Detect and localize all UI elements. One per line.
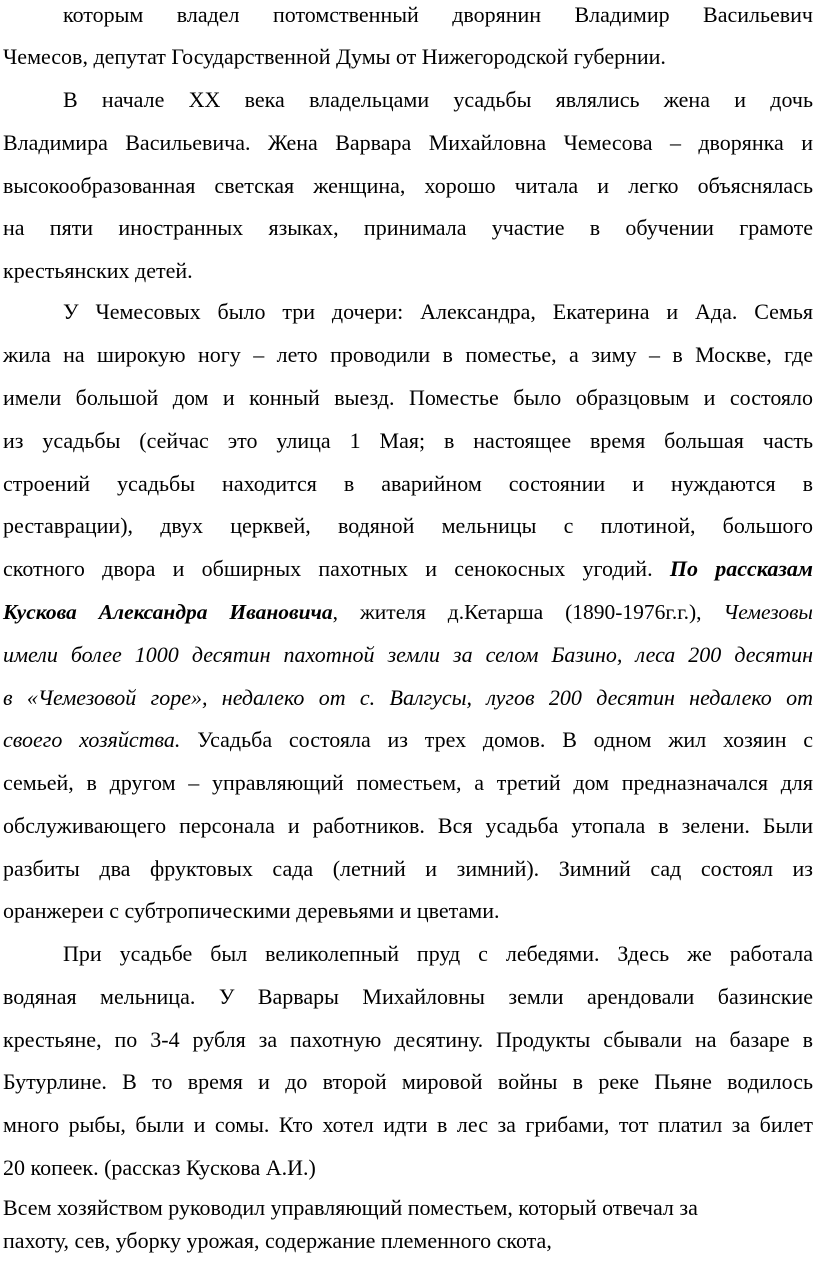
text-line: 20 копеек. (рассказ Кускова А.И.) [3,1155,316,1180]
quote-line-italic: имели более 1000 десятин пахотной земли за селом Базино, леса 200 десятин [3,642,813,667]
text-line: Владимира Васильевича. Жена Варвара Михайловна Чемесова – дворянка и [3,130,813,155]
text-line [3,726,813,754]
text-line: пахоту, сев, уборку урожая, содержание племенного скота, [3,1228,552,1253]
text-line: строений усадьбы находится в аварийном состоянии и нуждаются в [3,471,813,496]
text-line: крестьянских детей. [3,258,193,283]
text-line: реставрации), двух церквей, водяной мельницы с плотиной, большого [3,513,813,538]
text-line: обслуживающего персонала и работников. Вся усадьба утопала в зелени. Были [3,813,813,838]
source-reference-bold-italic: По рассказам [669,556,813,581]
text-line: водяная мельница. У Варвары Михайловны земли арендовали базинские [3,984,813,1009]
text-line: У Чемесовых было три дочери: Александра, Екатерина и Ада. Семья [63,299,813,324]
text-segment: скотного двора и обширных пахотных и сенокосных угодий. [3,556,670,581]
text-line: много рыбы, были и сомы. Кто хотел идти в лес за грибами, тот платил за билет [3,1112,813,1137]
text-line [3,555,813,583]
text-line: крестьяне, по 3-4 рубля за пахотную десятину. Продукты сбывали на базаре в [3,1027,813,1052]
text-segment: , жителя д.Кетарша (1890-1976г.г.), [332,600,724,624]
text-line: которым владел потомственный дворянин Владимир Васильевич [63,2,813,27]
text-line: При усадьбе был великолепный пруд с лебедями. Здесь же работала [63,941,813,966]
text-line: имели большой дом и конный выезд. Поместье было образцовым и состояло [3,385,813,410]
text-line: жила на широкую ногу – лето проводили в поместье, а зиму – в Москве, где [3,342,813,367]
text-line: Всем хозяйством руководил управляющий поместьем, который отвечал за [3,1195,698,1220]
quote-italic: Чемезовы [723,600,813,624]
quote-line-italic: в «Чемезовой горе», недалеко от с. Валгусы, лугов 200 десятин недалеко от [3,685,813,710]
text-segment: Усадьба состояла из трех домов. В одном жил хозяин с [180,727,813,752]
text-line: из усадьбы (сейчас это улица 1 Мая; в настоящее время большая часть [3,428,813,453]
text-line: В начале XX века владельцами усадьбы являлись жена и дочь [63,87,813,112]
quote-italic: своего хозяйства. [3,727,181,752]
text-line: Чемесов, депутат Государственной Думы от Нижегородской губернии. [3,44,666,69]
text-line: оранжереи с субтропическими деревьями и цветами. [3,898,500,923]
text-line [3,598,813,626]
text-line: высокообразованная светская женщина, хорошо читала и легко объяснялась [3,173,813,198]
text-line: на пяти иностранных языках, принимала участие в обучении грамоте [3,215,813,240]
source-reference-bold-italic: Кускова Александра Ивановича [3,600,333,624]
text-line: разбиты два фруктовых сада (летний и зимний). Зимний сад состоял из [3,856,813,881]
text-line: семьей, в другом – управляющий поместьем, а третий дом предназначался для [3,770,813,795]
text-line: Бутурлине. В то время и до второй мировой войны в реке Пьяне водилось [3,1069,813,1094]
